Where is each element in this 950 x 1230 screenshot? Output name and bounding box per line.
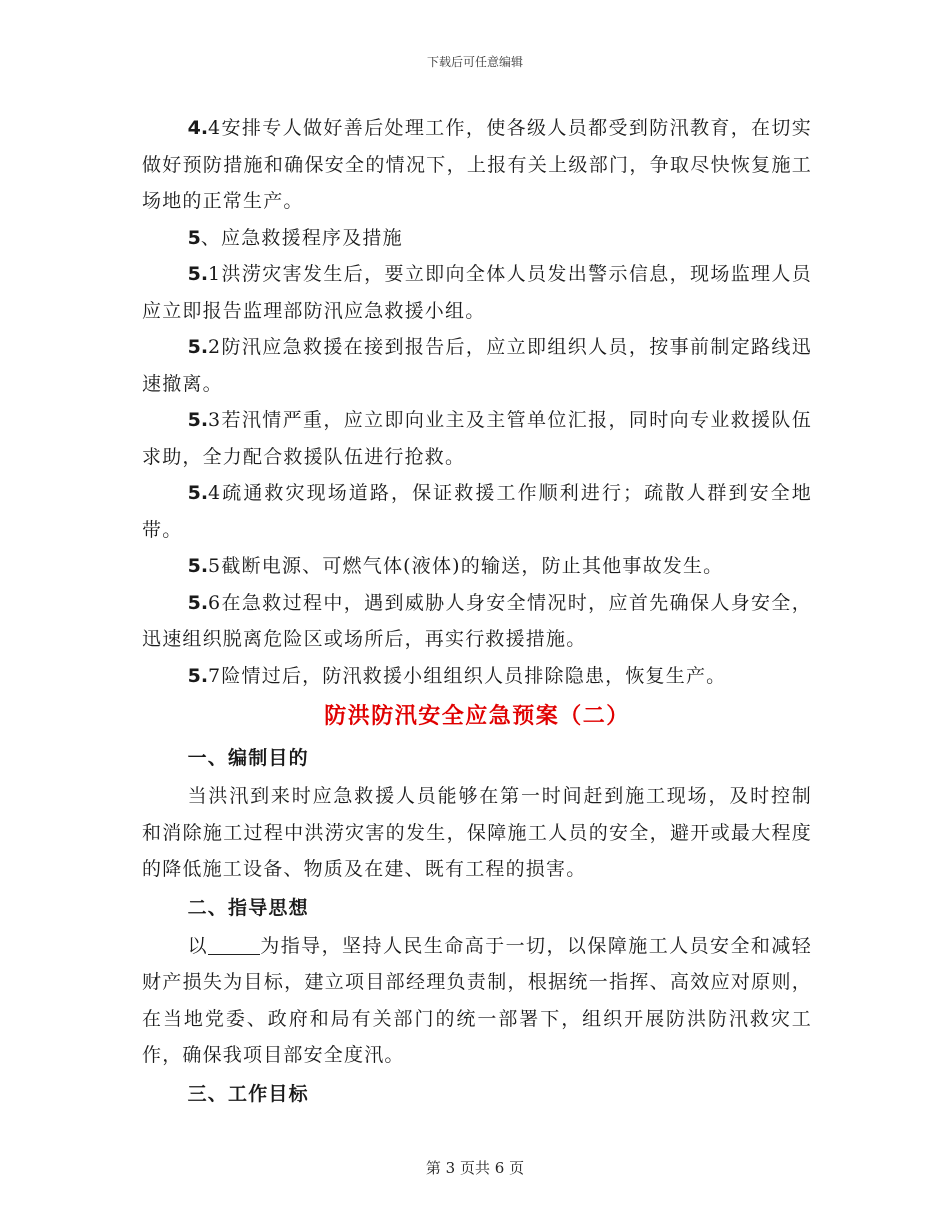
item-number: 5. [187, 482, 209, 504]
item-subnumber: 7 [208, 664, 222, 687]
paragraph-5-3 [142, 402, 812, 475]
item-subnumber: 5 [208, 555, 222, 577]
section-heading-goals: 三、工作目标 [187, 1082, 309, 1105]
page-header: 下载后可任意编辑 [426, 55, 523, 69]
paragraph-5-7 [142, 658, 812, 695]
item-number: 5. [187, 555, 209, 577]
item-subnumber: 4 [208, 482, 222, 504]
item-number: 5. [187, 591, 209, 614]
paragraph-5-1 [142, 256, 812, 329]
item-subnumber: 2 [208, 336, 222, 358]
item-number: 5. [187, 664, 209, 687]
paragraph-text: 防汛应急救援在接到报告后，应立即组织人员，按事前制定路线迅速撤离。 [142, 336, 812, 395]
item-subnumber: 3 [208, 409, 222, 431]
paragraph-5-5 [142, 548, 812, 585]
paragraph-text: 险情过后，防汛救援小组组织人员排除隐患，恢复生产。 [221, 664, 727, 687]
paragraph-5-2 [142, 329, 812, 402]
body-text-pre: 以 [187, 934, 209, 957]
paragraph-5-6 [142, 585, 812, 658]
paragraph-text: 、应急救援程序及措施 [200, 226, 403, 249]
section-body-guidance [142, 928, 812, 1074]
item-number: 4. [187, 117, 209, 139]
item-number: 5. [187, 336, 209, 358]
item-number: 5. [187, 263, 209, 285]
item-subnumber: 1 [208, 263, 222, 285]
section-heading-purpose: 一、编制目的 [187, 747, 309, 769]
paragraph-4-4 [142, 110, 812, 220]
document-title: 防洪防汛安全应急预案（二） [324, 703, 630, 729]
paragraph-text: 若汛情严重，应立即向业主及主管单位汇报，同时向专业救援队伍求助，全力配合救援队伍进行抢救。 [142, 409, 812, 468]
paragraph-text: 截断电源、可燃气体(液体)的输送，防止其他事故发生。 [221, 555, 724, 577]
paragraph-5-4 [142, 475, 812, 548]
item-number: 5 [187, 226, 201, 249]
paragraph-5 [142, 220, 812, 257]
item-number: 5. [187, 409, 209, 431]
section-heading-guidance: 二、指导思想 [187, 896, 309, 919]
paragraph-text: 安排专人做好善后处理工作，使各级人员都受到防汛教育，在切实做好预防措施和确保安全的情况下，上报有关上级部门，争取尽快恢复施工场地的正常生产。 [142, 117, 812, 212]
document-body [142, 110, 812, 1114]
item-subnumber: 6 [208, 591, 222, 614]
paragraph-text: 在急救过程中，遇到威胁人身安全情况时，应首先确保人身安全，迅速组织脱离危险区或场所后，再实行救援措施。 [142, 591, 812, 650]
page-footer: 第 3 页共 6 页 [425, 1159, 525, 1177]
section-body-purpose: 当洪汛到来时应急救援人员能够在第一时间赶到施工现场，及时控制和消除施工过程中洪涝灾害的发生，保障施工人员的安全，避开或最大程度的降低施工设备、物质及在建、既有工程的损害。 [142, 785, 812, 880]
body-text-post: 为指导，坚持人民生命高于一切，以保障施工人员安全和减轻财产损失为目标，建立项目部经理负责制，根据统一指挥、高效应对原则，在当地党委、政府和局有关部门的统一部署下，组织开展防洪防汛救灾工作，确保我项目部安全度汛。 [142, 934, 813, 1066]
item-subnumber: 4 [208, 117, 222, 139]
paragraph-text: 疏通救灾现场道路，保证救援工作顺利进行；疏散人群到安全地带。 [142, 482, 812, 541]
fill-in-blank [208, 935, 260, 955]
paragraph-text: 洪涝灾害发生后，要立即向全体人员发出警示信息，现场监理人员应立即报告监理部防汛应急救援小组。 [142, 263, 812, 322]
